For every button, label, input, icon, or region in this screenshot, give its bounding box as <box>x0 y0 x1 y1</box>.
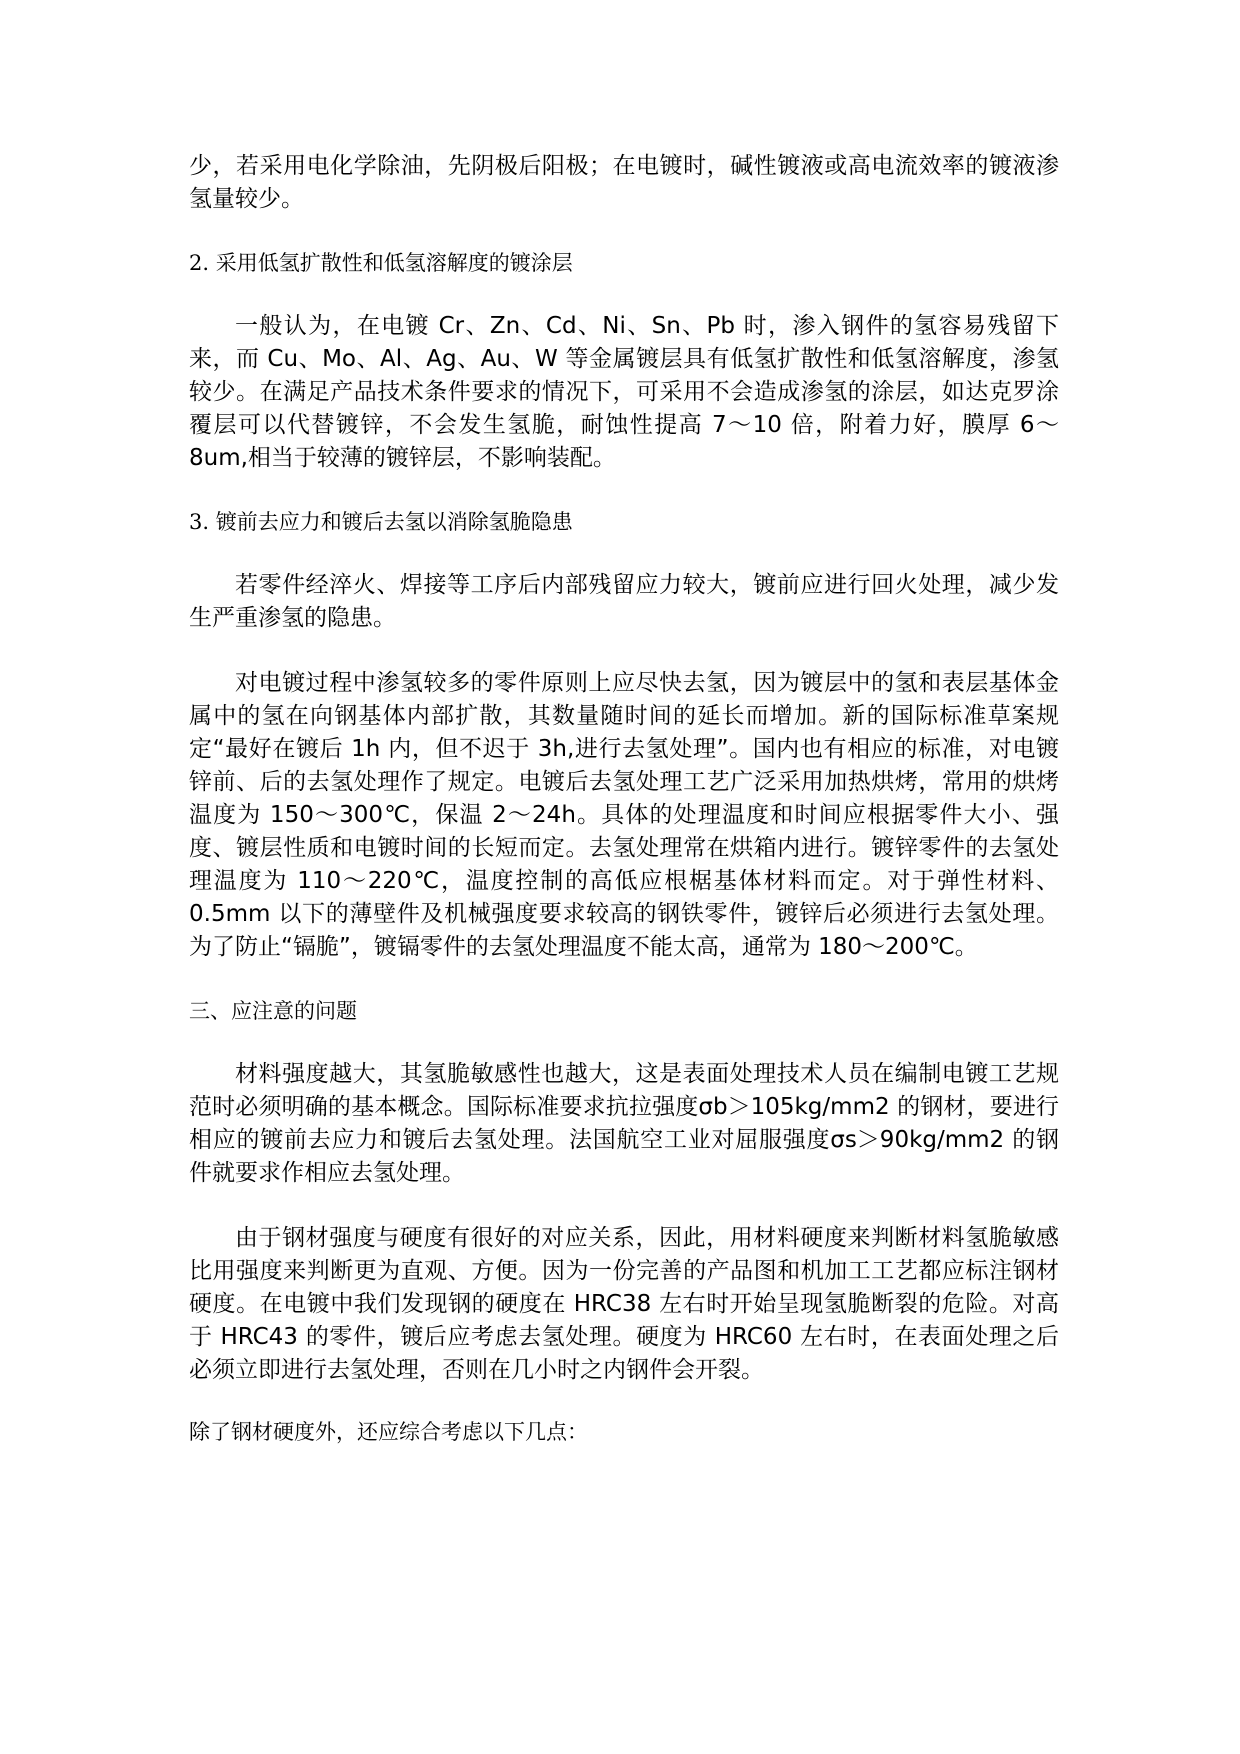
paragraph-stress-relief: 若零件经淬火、焊接等工序后内部残留应力较大，镀前应进行回火处理，减少发生严重渗氢的隐患。 <box>189 572 1059 631</box>
section-heading-3: 3. 镀前去应力和镀后去氢以消除氢脆隐患 <box>189 510 573 534</box>
paragraph-low-hydrogen-coatings: 一般认为，在电镀 Cr、Zn、Cd、Ni、Sn、Pb 时，渗入钢件的氢容易残留下来，而 Cu、Mo、Al、Ag、Au、W 等金属镀层具有低氢扩散性和低氢溶解度，渗氢较少。在满足产品技术条件要求的情况下，可采用不会造成渗氢的涂层，如达克罗涂覆层可以代替镀锌，不会发生氢脆，耐蚀性提高 7～10 倍，附着力好，膜厚 6～8um,相当于较薄的镀锌层，不影响装配。 <box>189 313 1059 471</box>
section-heading-issues: 三、应注意的问题 <box>189 999 357 1023</box>
document-page <box>189 150 1059 1447</box>
paragraph-hardness: 由于钢材强度与硬度有很好的对应关系，因此，用材料硬度来判断材料氢脆敏感比用强度来判断更为直观、方便。因为一份完善的产品图和机加工工艺都应标注钢材硬度。在电镀中我们发现钢的硬度在 HRC38 左右时开始呈现氢脆断裂的危险。对高于 HRC43 的零件，镀后应考虑去氢处理。硬度为 HRC60 左右时，在表面处理之后必须立即进行去氢处理，否则在几小时之内钢件会开裂。 <box>189 1225 1059 1383</box>
paragraph-continuation: 少，若采用电化学除油，先阴极后阳极；在电镀时，碱性镀液或高电流效率的镀液渗氢量较少。 <box>189 153 1059 212</box>
paragraph-other-factors: 除了钢材硬度外，还应综合考虑以下几点： <box>189 1420 588 1444</box>
paragraph-strength-sensitivity: 材料强度越大，其氢脆敏感性也越大，这是表面处理技术人员在编制电镀工艺规范时必须明确的基本概念。国际标准要求抗拉强度σb＞105kg/mm2 的钢材，要进行相应的镀前去应力和镀后去氢处理。法国航空工业对屈服强度σs＞90kg/mm2 的钢件就要求作相应去氢处理。 <box>189 1061 1059 1186</box>
paragraph-dehydrogenation: 对电镀过程中渗氢较多的零件原则上应尽快去氢，因为镀层中的氢和表层基体金属中的氢在向钢基体内部扩散，其数量随时间的延长而增加。新的国际标准草案规定“最好在镀后 1h 内，但不迟于 3h,进行去氢处理”。国内也有相应的标准，对电镀锌前、后的去氢处理作了规定。电镀后去氢处理工艺广泛采用加热烘烤，常用的烘烤温度为 150～300℃，保温 2～24h。具体的处理温度和时间应根据零件大小、强度、镀层性质和电镀时间的长短而定。去氢处理常在烘箱内进行。镀锌零件的去氢处理温度为 110～220℃，温度控制的高低应根椐基体材料而定。对于弹性材料、0.5mm 以下的薄壁件及机械强度要求较高的钢铁零件，镀锌后必须进行去氢处理。为了防止“镉脆”，镀镉零件的去氢处理温度不能太高，通常为 180～200℃。 <box>189 670 1059 960</box>
section-heading-2: 2. 采用低氢扩散性和低氢溶解度的镀涂层 <box>189 251 573 275</box>
